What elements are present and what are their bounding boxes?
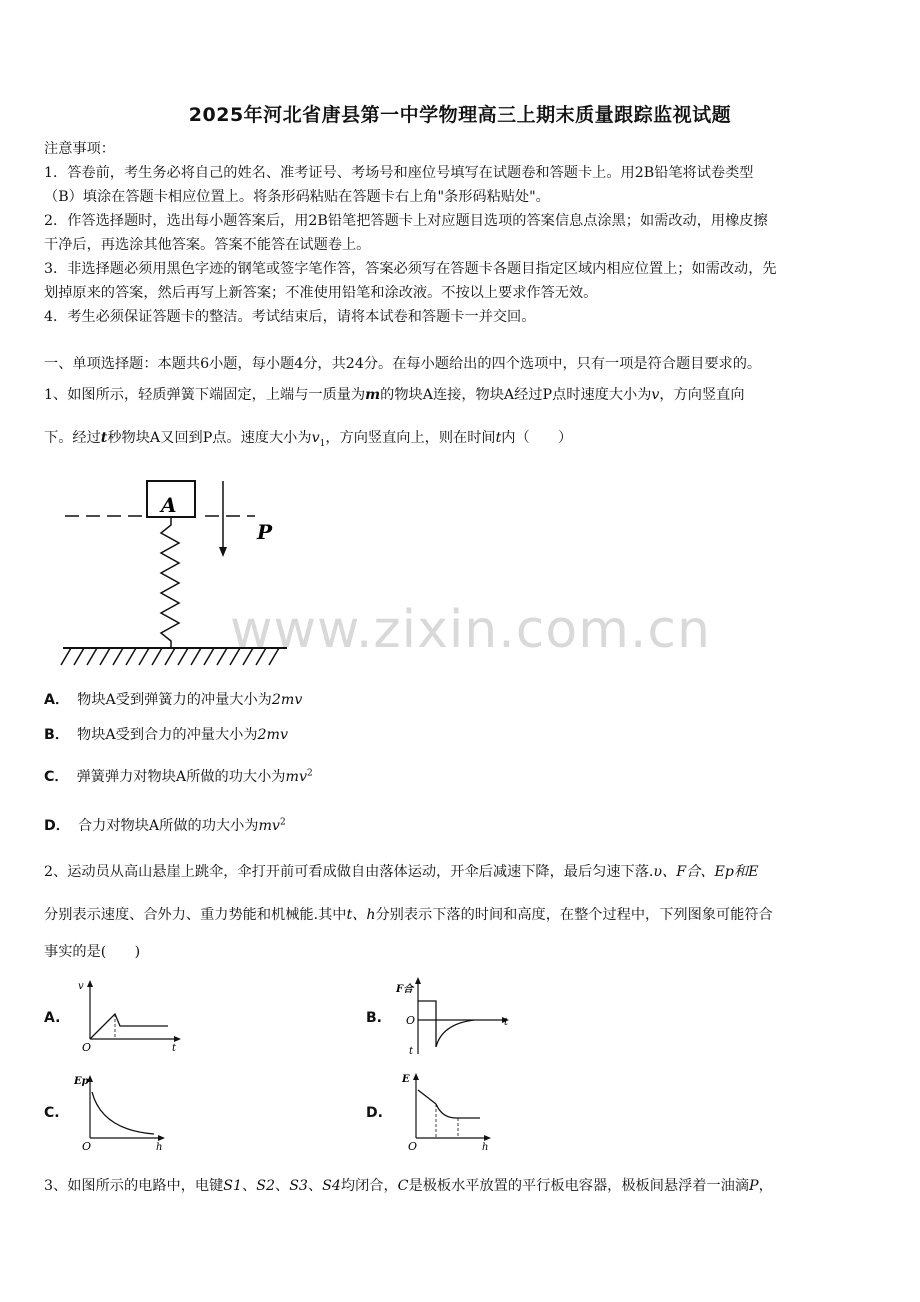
notice-heading: 注意事项：: [44, 141, 115, 157]
arrow-head-icon: [158, 1135, 165, 1141]
y-label: v: [78, 981, 84, 992]
graph-d: [398, 1068, 498, 1152]
notice-line: 1．答卷前，考生务必将自己的姓名、准考证号、考场号和座位号填写在试题卷和答题卡上。用2B铅笔将试卷类型: [44, 165, 754, 181]
page-title: 2025年河北省唐县第一中学物理高三上期末质量跟踪监视试题: [188, 104, 732, 126]
q1-line-2: 下。经过t秒物块A又回到P点。速度大小为$v_1$，方向竖直向上，则在时间t内（ ）: [44, 430, 573, 449]
arrow-head-icon: [87, 980, 93, 987]
notice-line: 2．作答选择题时，选出每小题答案后，用2B铅笔把答题卡上对应题目选项的答案信息点涂黑；如需改动，用橡皮擦: [44, 213, 768, 229]
block-label: A: [161, 493, 177, 517]
origin-label: O: [408, 1140, 418, 1152]
force-curve: [436, 1020, 474, 1047]
x-label: h: [156, 1142, 163, 1152]
notice-line: （B）填涂在答题卡相应位置上。将条形码粘贴在答题卡右上角"条形码粘贴处"。: [44, 189, 550, 205]
arrow-head-icon: [219, 547, 227, 557]
notice-line: 3．非选择题必须用黑色字迹的钢笔或签字笔作答，答案必须写在答题卡各题目指定区域内相应位置上；如需改动，先: [44, 261, 777, 277]
q2-line-1: 2、运动员从高山悬崖上跳伞，伞打开前可看成做自由落体运动，开伞后减速下降，最后匀速下落.υ、F合、Ep和E: [44, 864, 759, 880]
q2-line-3: 事实的是( ): [44, 944, 141, 960]
force-step: [418, 1001, 436, 1047]
point-label: P: [257, 520, 273, 544]
arrow-head-icon: [413, 1073, 419, 1080]
y-label: F合: [396, 984, 414, 995]
arrow-head-icon: [415, 977, 421, 984]
velocity-curve: [90, 1014, 168, 1039]
origin-label: O: [82, 1041, 92, 1054]
arrow-head-icon: [174, 1036, 181, 1042]
q2-line-2: 分别表示速度、合外力、重力势能和机械能.其中t、h分别表示下落的时间和高度，在整个过程中，下列图象可能符合: [44, 907, 773, 923]
graph-b-letter: B.: [366, 1010, 382, 1026]
notice-line: 4．考生必须保证答题卡的整洁。考试结束后，请将本试卷和答题卡一并交回。: [44, 309, 536, 325]
axis-label-t: t: [409, 1046, 414, 1057]
graph-b: [394, 974, 519, 1058]
notice-line: 划掉原来的答案，然后再写上新答案；不准使用铅笔和涂改液。不按以上要求作答无效。: [44, 285, 598, 301]
notice-line: 干净后，再选涂其他答案。答案不能答在试题卷上。: [44, 237, 371, 253]
spring: [161, 517, 179, 647]
x-label: h: [482, 1142, 489, 1152]
origin-label: O: [406, 1014, 416, 1027]
section-heading: 一、单项选择题：本题共6小题，每小题4分，共24分。在每小题给出的四个选项中，只有一项是符合题目要求的。: [44, 356, 762, 372]
graph-a-letter: A.: [44, 1010, 61, 1026]
y-label: E: [402, 1074, 410, 1085]
graph-c-letter: C.: [44, 1105, 60, 1121]
potential-energy-curve: [92, 1092, 154, 1134]
q1-option-b: B． 物块A受到合力的冲量大小为2mv: [44, 727, 289, 743]
x-label: t: [172, 1043, 177, 1054]
q1-line-1: 1、如图所示，轻质弹簧下端固定，上端与一质量为m的物块A连接，物块A经过P点时速度大小为v，方向竖直向: [44, 387, 745, 403]
q1-option-a: A． 物块A受到弹簧力的冲量大小为2mv: [44, 692, 303, 708]
q1-option-c: C． 弹簧弹力对物块A所做的功大小为$mv^2$: [44, 768, 313, 785]
y-label: Ep: [74, 1076, 89, 1087]
origin-label: O: [82, 1140, 92, 1152]
arrow-head-icon: [484, 1135, 491, 1141]
graph-a: [74, 977, 194, 1055]
q1-option-d: D． 合力对物块A所做的功大小为$mv^2$: [44, 817, 286, 834]
energy-curve: [436, 1104, 480, 1118]
x-label: t: [504, 1017, 509, 1028]
energy-line: [418, 1090, 436, 1104]
graph-c: [72, 1070, 172, 1152]
graph-d-letter: D.: [366, 1105, 383, 1121]
watermark: www.zixin.com.cn: [230, 600, 711, 660]
q3-line-1: 3、如图所示的电路中，电键S1、S2、S3、S4均闭合，C是极板水平放置的平行板电容器，极板间悬浮着一油滴P，: [44, 1178, 773, 1194]
